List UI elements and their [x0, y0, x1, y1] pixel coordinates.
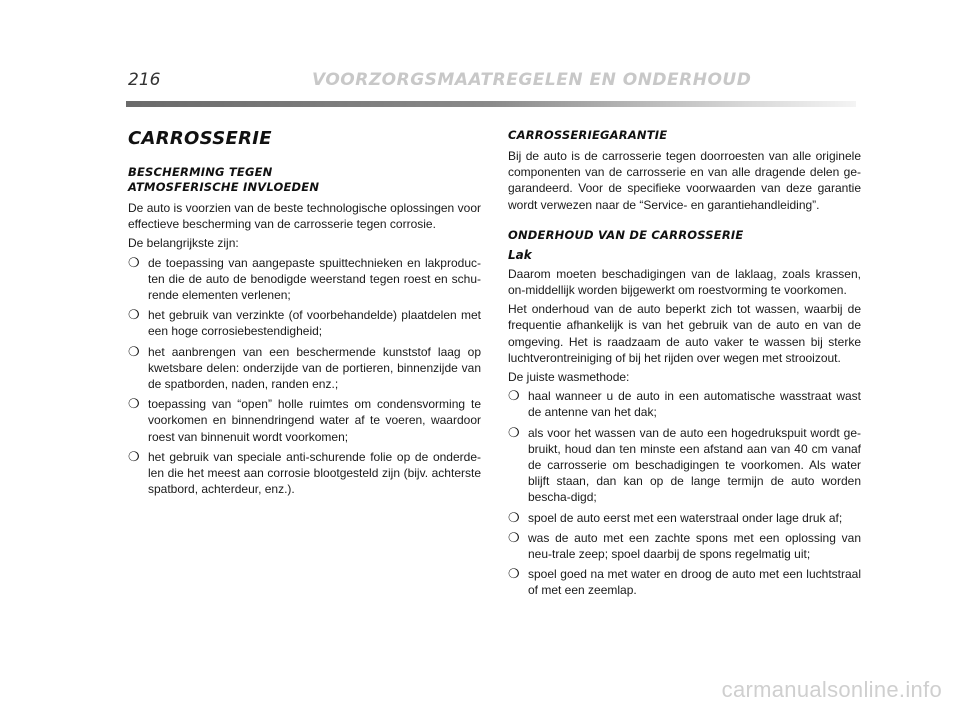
- wash-lead: De juiste wasmethode:: [508, 370, 630, 385]
- list-item: [508, 425, 861, 506]
- bullet-circle-icon: ❍: [508, 509, 520, 525]
- list-item: [128, 307, 481, 339]
- list-item-text: haal wanneer u de auto in een automatische wasstraat wast de antenne van het dak;: [528, 389, 861, 420]
- list-item: [508, 510, 861, 526]
- guarantee-paragraph: Bij de auto is de carrosserie tegen doorroesten van alle originele componenten van de carrosserie en van alle dragende delen ge-garandeerd. Voor de specifieke voorwaarden van deze garantie wordt verwezen naar de “Service- en garantiehandleiding”.: [508, 149, 861, 212]
- list-item: [128, 396, 481, 445]
- left-column: [128, 128, 481, 501]
- list-item-text: toepassing van “open” holle ruimtes om condensvorming te voorkomen en binnendringend water af te voeren, waardoor roest van binnenuit wordt voorkomen;: [148, 397, 481, 444]
- header-rule: [126, 101, 856, 107]
- subsection-title: [128, 165, 481, 195]
- subsection-title-line2: ATMOSFERISCHE INVLOEDEN: [128, 180, 320, 194]
- guarantee-title: CARROSSERIEGARANTIE: [508, 128, 668, 142]
- list-item-text: was de auto met een zachte spons met een oplossing van neu-trale zeep; spoel daarbij de spons regelmatig uit;: [528, 530, 861, 562]
- protection-list: [128, 255, 481, 498]
- watermark: carmanualsonline.info: [721, 677, 942, 702]
- paint-paragraph-2: Het onderhoud van de auto beperkt zich tot wassen, waarbij de frequentie afhankelijk is van het gebruik van de auto en van de omgeving. Het is raadzaam de auto vaker te wassen bij sterke luchtverontreiniging of bij het rijden over wegen met strooizout.: [508, 302, 861, 365]
- list-item: [508, 566, 861, 598]
- list-item-text: het gebruik van speciale anti-schurende folie op de onderde-len die het meest aan corrosie blootgesteld zijn (bijv. achterste spatbord, achterdeur, enz.).: [148, 449, 481, 497]
- bullet-circle-icon: ❍: [128, 448, 140, 464]
- bullet-circle-icon: ❍: [508, 388, 520, 404]
- list-item: [508, 530, 861, 562]
- list-item-text: het aanbrengen van een beschermende kunststof laag op kwetsbare delen: onderzijde van de portieren, binnenzijde van de spatborden, naden, randen enz.;: [148, 344, 481, 392]
- list-item-text: spoel goed na met water en droog de auto met een luchtstraal of met een zeemlap.: [528, 567, 861, 598]
- page-number: 216: [128, 70, 161, 90]
- bullet-circle-icon: ❍: [128, 396, 140, 412]
- paint-paragraph-1: Daarom moeten beschadigingen van de laklaag, zoals krassen, on-middellijk worden bijgewerkt om roestvorming te voorkomen.: [508, 266, 861, 298]
- right-column: [508, 128, 861, 603]
- list-item: [128, 255, 481, 304]
- bullet-circle-icon: ❍: [508, 529, 520, 545]
- bullet-circle-icon: ❍: [128, 307, 140, 323]
- list-item: [508, 388, 861, 420]
- bullet-circle-icon: ❍: [508, 566, 520, 582]
- intro-paragraph: De auto is voorzien van de beste technologische oplossingen voor effectieve bescherming van de carrosserie tegen corrosie.: [128, 201, 481, 232]
- running-title: VOORZORGSMAATREGELEN EN ONDERHOUD: [312, 70, 752, 90]
- list-item-text: als voor het wassen van de auto een hogedrukspuit wordt ge-bruikt, houd dan ten minste een afstand aan van 40 cm vanaf de carrosserie om beschadigingen te voorkomen. Als water blijft staan, dan kan op de lange termijn de auto worden bescha-digd;: [528, 425, 861, 505]
- list-item-text: het gebruik van verzinkte (of voorbehandelde) plaatdelen met een hoge corrosiebestendigheid;: [148, 308, 481, 339]
- bullet-circle-icon: ❍: [508, 424, 520, 440]
- wash-list: [508, 388, 861, 598]
- bullet-circle-icon: ❍: [128, 343, 140, 359]
- paint-title: Lak: [508, 247, 532, 262]
- lead-paragraph: De belangrijkste zijn:: [128, 236, 239, 251]
- list-item-text: spoel de auto eerst met een waterstraal onder lage druk af;: [528, 510, 843, 525]
- maintenance-title: ONDERHOUD VAN DE CARROSSERIE: [508, 227, 744, 242]
- subsection-title-line1: BESCHERMING TEGEN: [128, 165, 273, 179]
- section-title: CARROSSERIE: [128, 128, 272, 149]
- list-item-text: de toepassing van aangepaste spuittechnieken en lakproduc-ten die de auto de benodigde weerstand tegen roest en schu-rende elementen verlenen;: [148, 255, 481, 303]
- list-item: [128, 344, 481, 393]
- bullet-circle-icon: ❍: [128, 254, 140, 270]
- list-item: [128, 449, 481, 498]
